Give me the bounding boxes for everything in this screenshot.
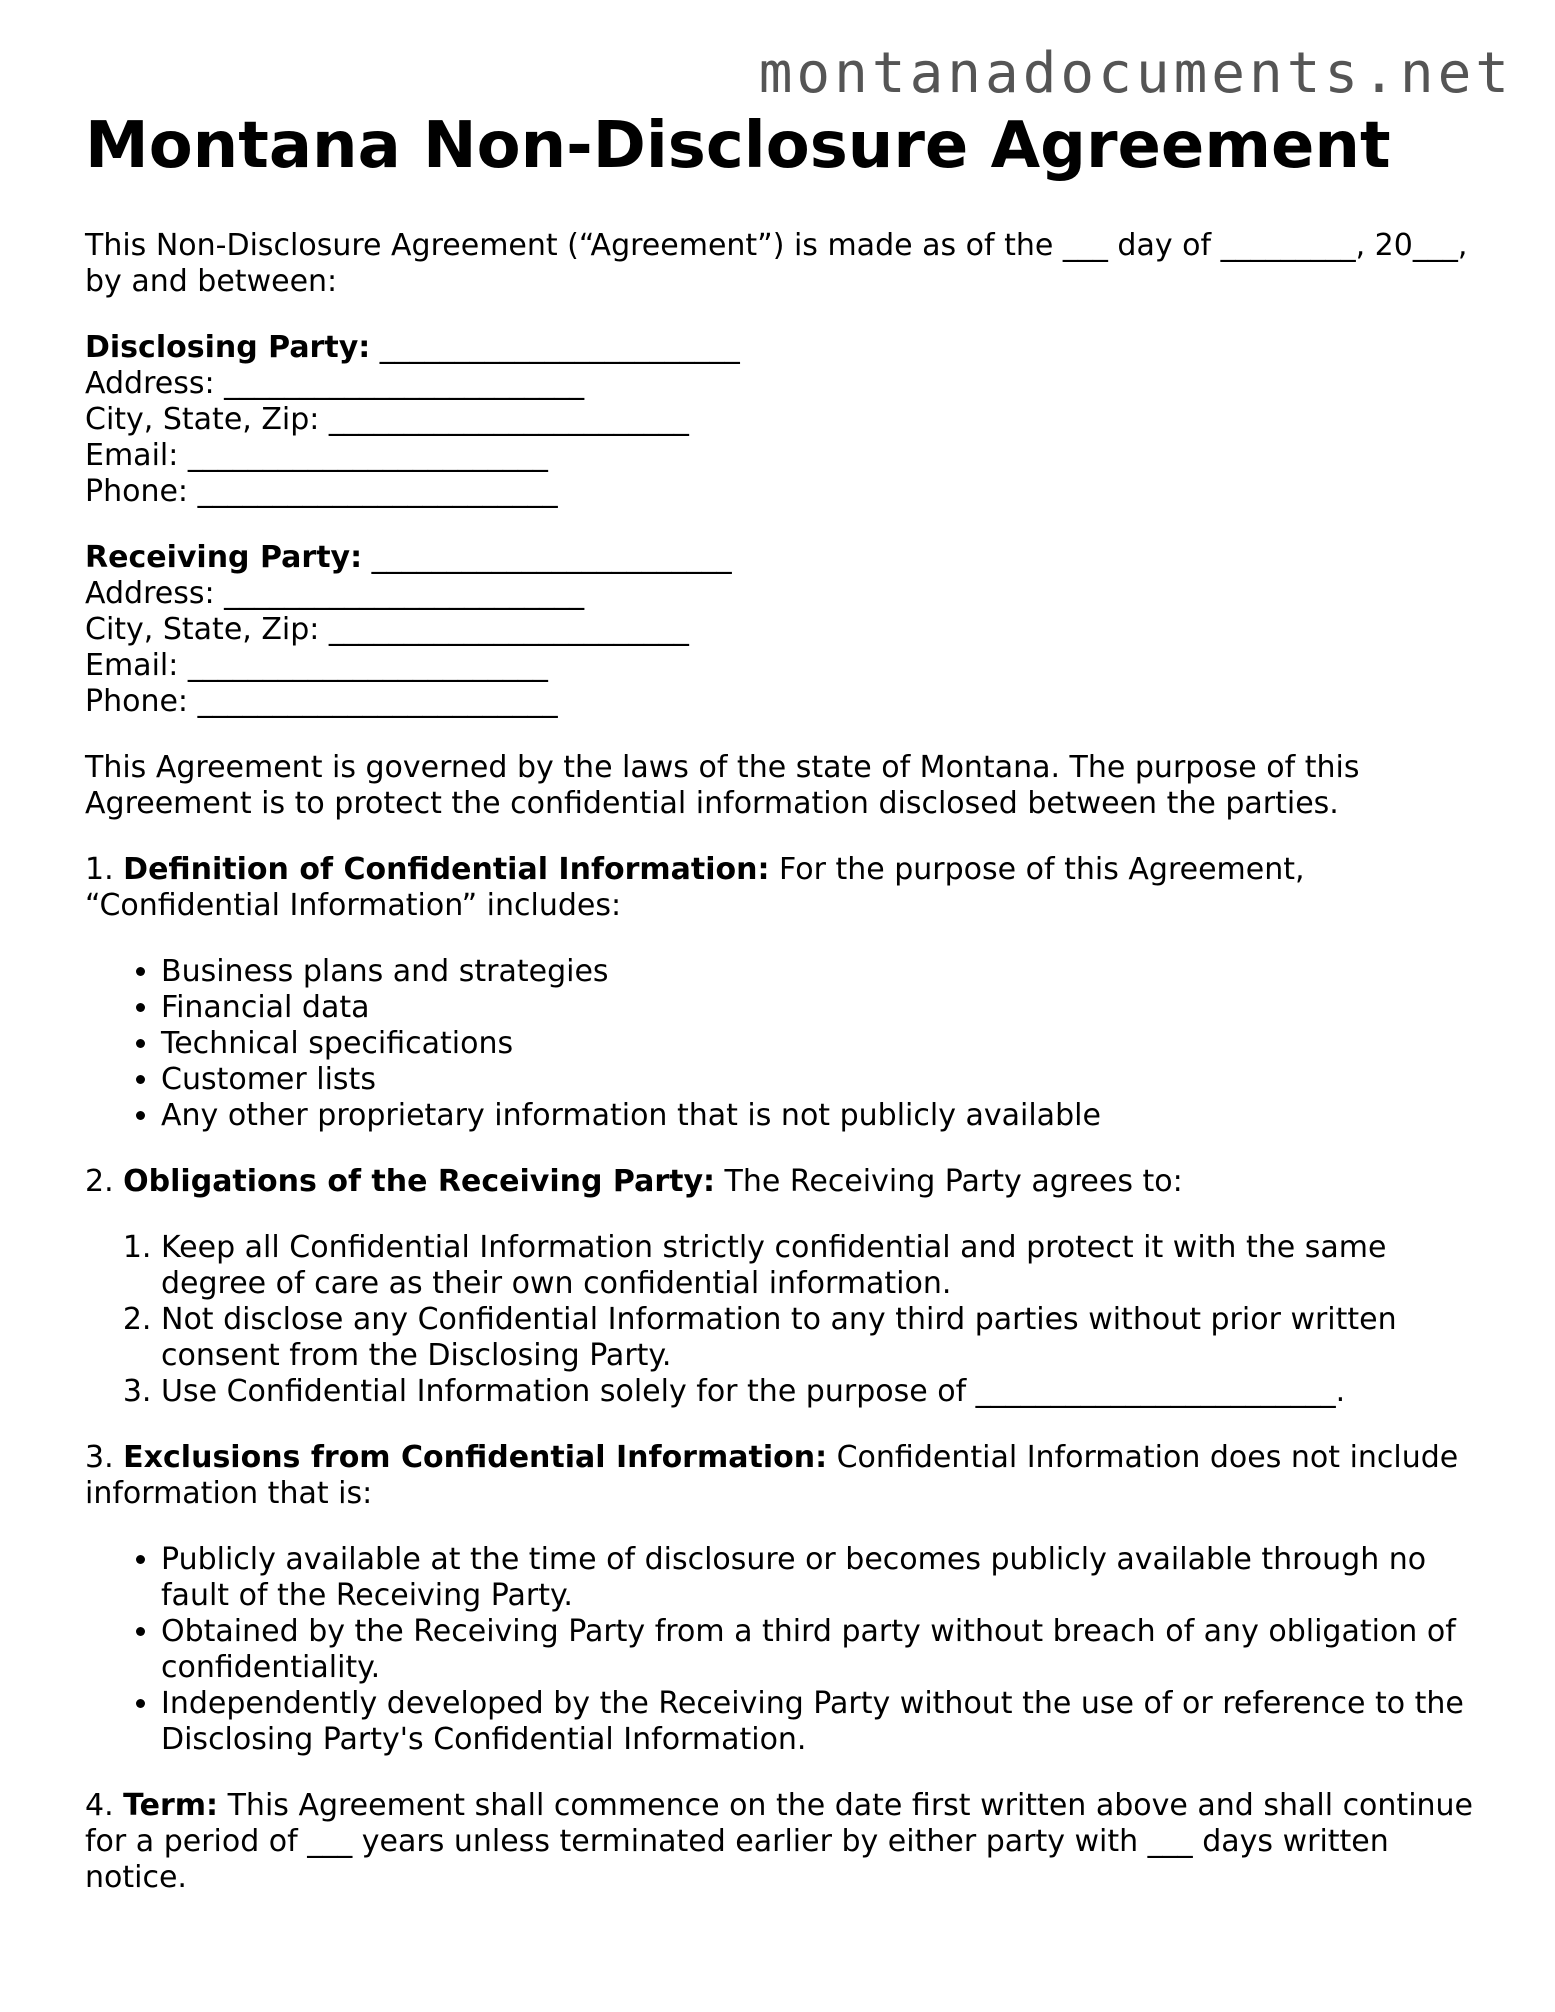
section-2-title: Obligations of the Receiving Party: (123, 1164, 716, 1199)
disclosing-party-label: Disclosing Party: (85, 330, 371, 365)
list-item: • Publicly available at the time of disclosure or becomes publicly available through no fault of the Receiving Party. (161, 1542, 1485, 1614)
section-3-text: Confidential Information does not include information that is: (85, 1440, 1459, 1511)
list-item: • Technical specifications (161, 1026, 1485, 1062)
list-item: • Any other proprietary information that is not publicly available (161, 1098, 1485, 1134)
list-item: • Business plans and strategies (161, 954, 1485, 990)
section-2-list (85, 1230, 1485, 1410)
receiving-phone: Phone: ________________________ (85, 684, 558, 719)
section-4-text: This Agreement shall commence on the date first written above and shall continue for a period of ___ years unless terminated earlier by either party with ___ days written notice. (85, 1788, 1474, 1895)
section-4-number: 4. (85, 1788, 124, 1823)
list-item: 1. Keep all Confidential Information strictly confidential and protect it with the same degree of care as their own confidential information. (161, 1230, 1485, 1302)
receiving-address: Address: ________________________ (85, 576, 585, 611)
disclosing-party-block (85, 330, 1485, 510)
disclosing-address: Address: ________________________ (85, 366, 585, 401)
section-3-list (85, 1542, 1485, 1758)
section-3-number: 3. (85, 1440, 124, 1475)
disclosing-phone: Phone: ________________________ (85, 474, 558, 509)
receiving-party-blank: ________________________ (362, 540, 732, 575)
receiving-party-block (85, 540, 1485, 720)
section-1-text: For the purpose of this Agreement, “Confidential Information” includes: (85, 852, 1305, 923)
section-2-heading (85, 1164, 1485, 1200)
section-2-number: 2. (85, 1164, 124, 1199)
watermark: montanadocuments.net (758, 41, 1513, 106)
document-page (85, 108, 1485, 1926)
section-1-list (85, 954, 1485, 1134)
section-1-heading (85, 852, 1485, 924)
section-4-paragraph (85, 1788, 1485, 1896)
list-item: • Customer lists (161, 1062, 1485, 1098)
list-item: • Financial data (161, 990, 1485, 1026)
section-2-text: The Receiving Party agrees to: (715, 1164, 1183, 1199)
receiving-party-label: Receiving Party: (85, 540, 363, 575)
section-3-heading (85, 1440, 1485, 1512)
disclosing-city: City, State, Zip: ________________________ (85, 402, 689, 437)
receiving-city: City, State, Zip: ________________________ (85, 612, 689, 647)
disclosing-party-name (85, 330, 1485, 366)
governing-paragraph: This Agreement is governed by the laws of the state of Montana. The purpose of this Agreement is to protect the confidential information disclosed between the parties. (85, 750, 1360, 821)
section-3-title: Exclusions from Confidential Information: (123, 1440, 828, 1475)
receiving-email: Email: ________________________ (85, 648, 548, 683)
section-4-title: Term: (123, 1788, 219, 1823)
list-item: 3. Use Confidential Information solely for the purpose of ________________________. (161, 1374, 1485, 1410)
list-item: • Independently developed by the Receiving Party without the use of or reference to the Disclosing Party's Confidential Information. (161, 1686, 1485, 1758)
intro-paragraph: This Non-Disclosure Agreement (“Agreement”) is made as of the ___ day of _________, 20___, by and between: (85, 228, 1468, 299)
receiving-party-name (85, 540, 1485, 576)
disclosing-email: Email: ________________________ (85, 438, 548, 473)
section-1-number: 1. (85, 852, 124, 887)
list-item: • Obtained by the Receiving Party from a third party without breach of any obligation of confidentiality. (161, 1614, 1485, 1686)
section-1-title: Definition of Confidential Information: (123, 852, 770, 887)
disclosing-party-blank: ________________________ (370, 330, 740, 365)
list-item: 2. Not disclose any Confidential Information to any third parties without prior written consent from the Disclosing Party. (161, 1302, 1485, 1374)
document-title: Montana Non-Disclosure Agreement (85, 109, 1391, 183)
